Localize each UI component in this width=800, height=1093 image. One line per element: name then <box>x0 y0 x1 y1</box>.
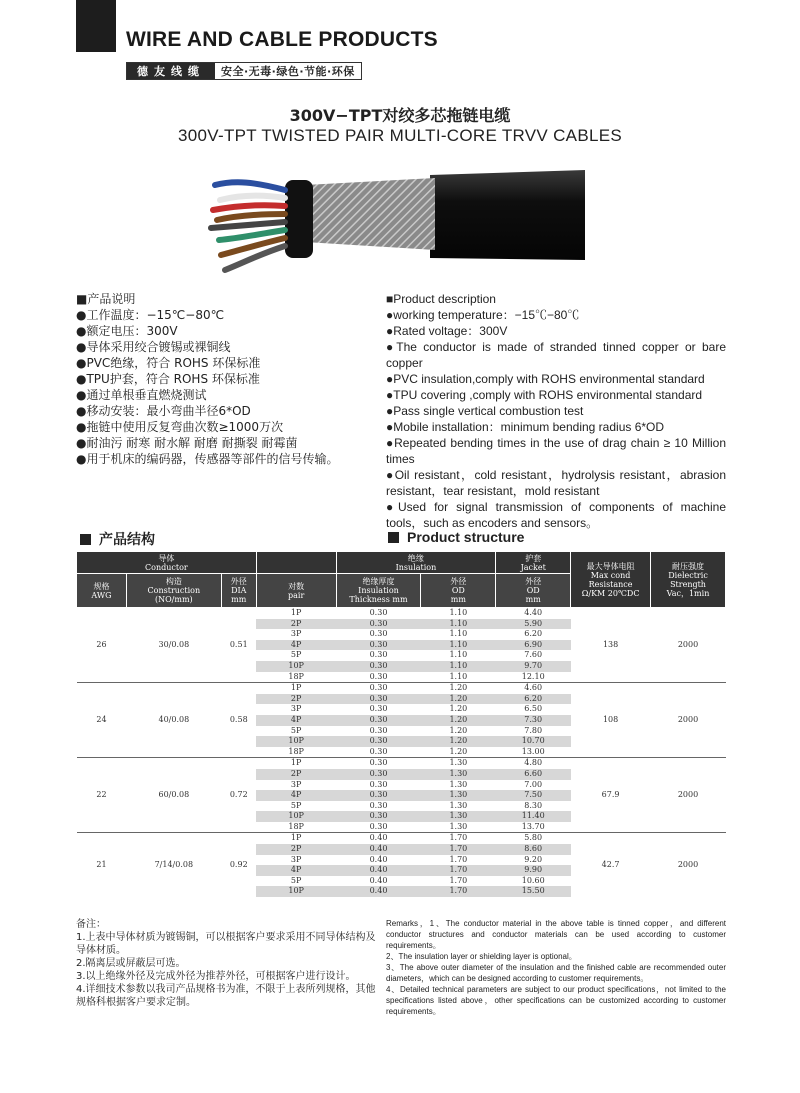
cell-jacket-od: 8.60 <box>496 844 571 855</box>
cell-ins-thickness: 0.40 <box>336 833 421 844</box>
cell-ins-od: 1.30 <box>449 821 468 831</box>
header-insulation-cn: 绝缘 <box>407 553 424 563</box>
cell-ins-od: 1.20 <box>421 694 496 705</box>
header-insulation-en: Insulation <box>395 562 437 572</box>
cell-pair: 2P <box>256 844 336 855</box>
section-structure-en <box>388 529 524 545</box>
header-resistance <box>571 552 651 608</box>
notes-cn <box>76 918 382 1009</box>
cell-ins-thickness: 0.30 <box>369 746 388 756</box>
cell-strength: 2000 <box>651 833 726 897</box>
cell-ins-od: 1.20 <box>421 736 496 747</box>
header-awg-en: AWG <box>91 590 112 600</box>
description-en <box>386 291 726 531</box>
cell-ins-od: 1.30 <box>421 769 496 780</box>
cell-ins-od: 1.10 <box>449 671 468 681</box>
cell-awg: 22 <box>77 758 127 833</box>
header-side-bar <box>76 0 116 52</box>
cell-jacket-od: 7.30 <box>496 715 571 726</box>
product-title-en: 300V-TPT TWISTED PAIR MULTI-CORE TRVV CABLES <box>178 126 622 145</box>
notes-en <box>386 918 726 1017</box>
cell-jacket-od: 9.20 <box>524 854 543 864</box>
table-row <box>77 833 726 844</box>
cell-jacket-od: 11.40 <box>496 811 571 822</box>
cable-photo <box>205 160 585 285</box>
note-cn-line: 3.以上绝缘外径及完成外径为推荐外径，可根据客户进行设计。 <box>76 971 356 982</box>
table-row <box>77 683 726 694</box>
square-bullet-icon <box>388 532 399 543</box>
header-strength <box>651 552 726 608</box>
cell-resistance: 67.9 <box>571 758 651 833</box>
cell-pair: 2P <box>256 694 336 705</box>
cell-ins-od: 1.10 <box>421 608 496 619</box>
desc-en-line: ■Product description <box>386 292 496 306</box>
cell-ins-thickness: 0.30 <box>369 629 388 639</box>
cell-jacket-od: 7.80 <box>524 725 543 735</box>
note-en-line: 3、The above outer diameter of the insulation and the finished cable are recommended outer diameters，which can be designed according to customer requirements。 <box>386 963 726 983</box>
cell-strength: 2000 <box>651 758 726 833</box>
cell-pair: 1P <box>256 758 336 769</box>
header-jacket-od <box>496 574 571 608</box>
cell-ins-thickness: 0.30 <box>369 725 388 735</box>
desc-cn-line: ●移动安装：最小弯曲半径6*OD <box>76 404 251 418</box>
header-construction <box>126 574 221 608</box>
header-dia-en: DIA <box>231 586 247 595</box>
header-jacket-od-en: OD <box>526 586 540 595</box>
square-bullet-icon <box>80 534 91 545</box>
desc-en-line: ●TPU covering ,comply with ROHS environmental standard <box>386 388 703 402</box>
cell-jacket-od: 10.60 <box>521 875 545 885</box>
cell-ins-thickness: 0.30 <box>369 779 388 789</box>
cell-ins-od: 1.30 <box>421 758 496 769</box>
desc-en-line: ●Used for signal transmission of components of machine tools，such as encoders and sensors。 <box>386 500 726 530</box>
header-conductor-cn: 导体 <box>158 553 175 563</box>
cell-ins-od: 1.70 <box>421 833 496 844</box>
cell-jacket-od: 6.20 <box>524 629 543 639</box>
cell-ins-od: 1.20 <box>449 746 468 756</box>
cell-jacket-od: 10.70 <box>496 736 571 747</box>
brand-name: 德友线缆 <box>127 63 215 79</box>
header-conductor-en: Conductor <box>145 562 188 572</box>
desc-cn-line: ●PVC绝缘，符合 ROHS 环保标准 <box>76 356 261 370</box>
header-dia <box>221 574 256 608</box>
cell-pair: 3P <box>290 854 302 864</box>
table-row <box>77 608 726 619</box>
cell-jacket-od: 13.70 <box>521 821 545 831</box>
cell-ins-thickness: 0.40 <box>336 886 421 897</box>
header-ins-thickness <box>336 574 421 608</box>
desc-en-line: ●Repeated bending times in the use of drag chain ≥ 10 Million times <box>386 436 726 466</box>
desc-en-line: ●Rated voltage：300V <box>386 324 508 338</box>
cell-pair: 4P <box>256 640 336 651</box>
header-jacket-en: Jacket <box>520 562 546 572</box>
desc-cn-line: ●TPU护套，符合 ROHS 环保标准 <box>76 372 260 386</box>
cell-ins-od: 1.30 <box>421 811 496 822</box>
cell-pair: 10P <box>256 811 336 822</box>
cell-ins-thickness: 0.40 <box>369 854 388 864</box>
cell-ins-od: 1.70 <box>449 875 468 885</box>
product-title-cn: 300V−TPT对绞多芯拖链电缆 <box>289 106 511 125</box>
cell-jacket-od: 6.50 <box>524 704 543 714</box>
cell-construction: 30/0.08 <box>126 608 221 683</box>
cell-pair: 10P <box>256 886 336 897</box>
cell-resistance: 108 <box>571 683 651 758</box>
desc-cn-line: ●用于机床的编码器，传感器等部件的信号传输。 <box>76 452 339 466</box>
desc-cn-line: ●拖链中使用反复弯曲次数≥1000万次 <box>76 420 284 434</box>
cell-ins-od: 1.20 <box>421 683 496 694</box>
header-resistance-unit: Ω/KM 20℃DC <box>581 588 640 598</box>
cell-jacket-od: 5.90 <box>496 619 571 630</box>
desc-en-line: ●PVC insulation,comply with ROHS environmental standard <box>386 372 705 386</box>
cell-pair: 1P <box>256 683 336 694</box>
cell-pair: 10P <box>256 661 336 672</box>
cell-jacket-od: 7.50 <box>496 790 571 801</box>
cell-ins-thickness: 0.30 <box>336 661 421 672</box>
header-strength-cn: 耐压强度 <box>672 561 705 571</box>
cell-ins-thickness: 0.30 <box>369 704 388 714</box>
cell-ins-od: 1.10 <box>449 650 468 660</box>
header-ins-thickness-en: Insulation <box>358 586 399 595</box>
header-pair <box>256 574 336 608</box>
cell-jacket-od: 15.50 <box>496 886 571 897</box>
note-en-line: 2、The insulation layer or shielding layer is optional。 <box>386 952 577 961</box>
cell-ins-od: 1.10 <box>421 619 496 630</box>
cell-pair: 4P <box>256 790 336 801</box>
cell-pair: 3P <box>290 779 302 789</box>
cell-pair: 5P <box>290 725 302 735</box>
header-awg <box>77 574 127 608</box>
header-conductor <box>77 552 257 574</box>
desc-cn-line: ■产品说明 <box>76 292 136 306</box>
cell-jacket-od: 8.30 <box>524 800 543 810</box>
cell-awg: 21 <box>77 833 127 897</box>
desc-cn-line: ●通过单根垂直燃烧测试 <box>76 388 207 402</box>
header-jacket-od-cn: 外径 <box>525 577 542 586</box>
header-resistance-en1: Max cond <box>590 570 631 580</box>
cell-pair: 18P <box>288 671 304 681</box>
brand-strip <box>126 62 362 80</box>
header-ins-thickness-cn: 绝缘厚度 <box>362 577 395 586</box>
section-title-cn: 产品结构 <box>99 532 155 548</box>
cell-ins-thickness: 0.30 <box>369 821 388 831</box>
header-jacket <box>496 552 571 574</box>
cell-jacket-od: 6.20 <box>496 694 571 705</box>
desc-en-line: ●The conductor is made of stranded tinned copper or bare copper <box>386 340 726 370</box>
section-title-en: Product structure <box>407 529 525 545</box>
cell-ins-od: 1.20 <box>449 704 468 714</box>
cell-jacket-od: 9.70 <box>496 661 571 672</box>
desc-cn-line: ●耐油污 耐寒 耐水解 耐磨 耐撕裂 耐霉菌 <box>76 436 298 450</box>
cell-strength: 2000 <box>651 608 726 683</box>
cell-ins-od: 1.30 <box>449 779 468 789</box>
cell-ins-thickness: 0.30 <box>336 811 421 822</box>
cell-ins-thickness: 0.30 <box>369 671 388 681</box>
cell-pair: 3P <box>290 704 302 714</box>
desc-cn-line: ●导体采用绞合镀锡或裸铜线 <box>76 340 231 354</box>
table-row <box>77 758 726 769</box>
cell-ins-od: 1.70 <box>421 886 496 897</box>
header-ins-od-en: OD <box>451 586 465 595</box>
cell-dia: 0.92 <box>221 833 256 897</box>
cell-construction: 7/14/0.08 <box>126 833 221 897</box>
cell-ins-thickness: 0.30 <box>336 769 421 780</box>
desc-en-line: ●Oil resistant，cold resistant，hydrolysis resistant，abrasion resistant，tear resistant，mold resistant <box>386 468 726 498</box>
cell-resistance: 42.7 <box>571 833 651 897</box>
header-resistance-cn: 最大导体电阻 <box>586 561 635 571</box>
desc-cn-line: ●工作温度：−15℃−80℃ <box>76 308 225 322</box>
cell-ins-thickness: 0.30 <box>336 758 421 769</box>
cell-dia: 0.72 <box>221 758 256 833</box>
cell-resistance: 138 <box>571 608 651 683</box>
cell-pair: 3P <box>290 629 302 639</box>
header-jacket-cn: 护套 <box>525 553 542 563</box>
cell-ins-thickness: 0.30 <box>336 683 421 694</box>
header-pair-en: pair <box>288 590 305 600</box>
cell-pair: 2P <box>256 769 336 780</box>
cell-construction: 40/0.08 <box>126 683 221 758</box>
header-jacket-od-unit: mm <box>525 595 541 604</box>
cell-pair: 4P <box>256 715 336 726</box>
cell-jacket-od: 6.90 <box>496 640 571 651</box>
page-header-title: WIRE AND CABLE PRODUCTS <box>126 28 438 51</box>
cell-ins-thickness: 0.30 <box>369 800 388 810</box>
note-cn-line: 备注： <box>76 919 106 930</box>
cell-dia: 0.58 <box>221 683 256 758</box>
header-blank <box>256 552 336 574</box>
cell-construction: 60/0.08 <box>126 758 221 833</box>
header-ins-od-unit: mm <box>450 595 466 604</box>
header-awg-cn: 规格 <box>93 581 110 591</box>
cell-pair: 2P <box>256 619 336 630</box>
cell-jacket-od: 7.00 <box>524 779 543 789</box>
cell-ins-thickness: 0.30 <box>336 640 421 651</box>
cell-jacket-od: 4.80 <box>496 758 571 769</box>
cell-ins-od: 1.20 <box>449 725 468 735</box>
note-en-line: 4、Detailed technical parameters are subject to our product specifications，not limited to the specifications listed above，other specifications can be customized according to customer requirements。 <box>386 985 726 1016</box>
cell-ins-od: 1.20 <box>421 715 496 726</box>
cell-pair: 4P <box>256 865 336 876</box>
desc-cn-line: ●额定电压：300V <box>76 324 178 338</box>
cell-ins-od: 1.30 <box>421 790 496 801</box>
cell-ins-od: 1.10 <box>421 661 496 672</box>
header-ins-od-cn: 外径 <box>450 577 467 586</box>
cell-ins-thickness: 0.40 <box>336 865 421 876</box>
header-construction-unit: (NO/mm) <box>155 595 193 604</box>
header-construction-en: Construction <box>147 586 201 595</box>
cell-ins-thickness: 0.30 <box>336 619 421 630</box>
spec-table <box>76 551 726 897</box>
cell-pair: 5P <box>290 650 302 660</box>
cell-ins-thickness: 0.40 <box>369 875 388 885</box>
cell-jacket-od: 5.80 <box>496 833 571 844</box>
cell-pair: 5P <box>290 875 302 885</box>
cell-dia: 0.51 <box>221 608 256 683</box>
cell-awg: 24 <box>77 683 127 758</box>
cell-ins-thickness: 0.30 <box>336 736 421 747</box>
brand-slogan: 安全·无毒·绿色·节能·环保 <box>215 63 361 79</box>
cell-jacket-od: 12.10 <box>521 671 545 681</box>
header-ins-thickness-en2: Thickness mm <box>349 595 408 604</box>
cell-ins-od: 1.30 <box>449 800 468 810</box>
cell-jacket-od: 4.60 <box>496 683 571 694</box>
cell-ins-od: 1.70 <box>421 844 496 855</box>
header-construction-cn: 构造 <box>165 577 182 586</box>
header-dia-unit: mm <box>231 595 247 604</box>
cell-ins-thickness: 0.30 <box>336 790 421 801</box>
cell-jacket-od: 13.00 <box>521 746 545 756</box>
header-pair-cn: 对数 <box>288 581 305 591</box>
cell-ins-od: 1.70 <box>421 865 496 876</box>
header-strength-en2: Strength <box>670 579 706 589</box>
cell-pair: 10P <box>256 736 336 747</box>
header-dia-cn: 外径 <box>230 577 247 586</box>
cell-ins-thickness: 0.30 <box>336 694 421 705</box>
note-cn-line: 2.隔离层或屏蔽层可选。 <box>76 958 186 969</box>
cell-pair: 18P <box>288 821 304 831</box>
cell-ins-od: 1.70 <box>449 854 468 864</box>
header-strength-en1: Dielectric <box>668 570 708 580</box>
cell-ins-thickness: 0.30 <box>336 715 421 726</box>
cell-ins-od: 1.10 <box>421 640 496 651</box>
cell-jacket-od: 4.40 <box>496 608 571 619</box>
cell-jacket-od: 9.90 <box>496 865 571 876</box>
cell-ins-thickness: 0.30 <box>369 650 388 660</box>
desc-en-line: ●Mobile installation：minimum bending radius 6*OD <box>386 420 665 434</box>
cell-strength: 2000 <box>651 683 726 758</box>
cell-ins-od: 1.10 <box>449 629 468 639</box>
note-cn-line: 1.上表中导体材质为镀锡铜，可以根据客户要求采用不同导体结构及导体材质。 <box>76 932 376 956</box>
cell-jacket-od: 6.60 <box>496 769 571 780</box>
desc-en-line: ●Pass single vertical combustion test <box>386 404 584 418</box>
cell-pair: 1P <box>256 608 336 619</box>
cell-ins-thickness: 0.30 <box>336 608 421 619</box>
header-ins-od <box>421 574 496 608</box>
note-en-line: Remarks，1、The conductor material in the above table is tinned copper，and different conductor structures and conductor materials can be used according to customer requirements。 <box>386 919 726 950</box>
section-structure-cn <box>80 529 155 549</box>
spec-table-body <box>77 608 726 898</box>
cell-pair: 1P <box>256 833 336 844</box>
cell-pair: 18P <box>288 746 304 756</box>
desc-en-line: ●working temperature：−15℃−80℃ <box>386 308 580 322</box>
cell-jacket-od: 7.60 <box>524 650 543 660</box>
description-cn <box>76 291 376 467</box>
cell-pair: 5P <box>290 800 302 810</box>
note-cn-line: 4.详细技术参数以我司产品规格书为准，不限于上表所列规格，其他规格科根据客户要求定制。 <box>76 984 376 1008</box>
header-insulation <box>336 552 496 574</box>
header-resistance-en2: Resistance <box>588 579 633 589</box>
cell-awg: 26 <box>77 608 127 683</box>
cell-ins-thickness: 0.40 <box>336 844 421 855</box>
header-strength-en3: Vac，1min <box>666 588 710 598</box>
